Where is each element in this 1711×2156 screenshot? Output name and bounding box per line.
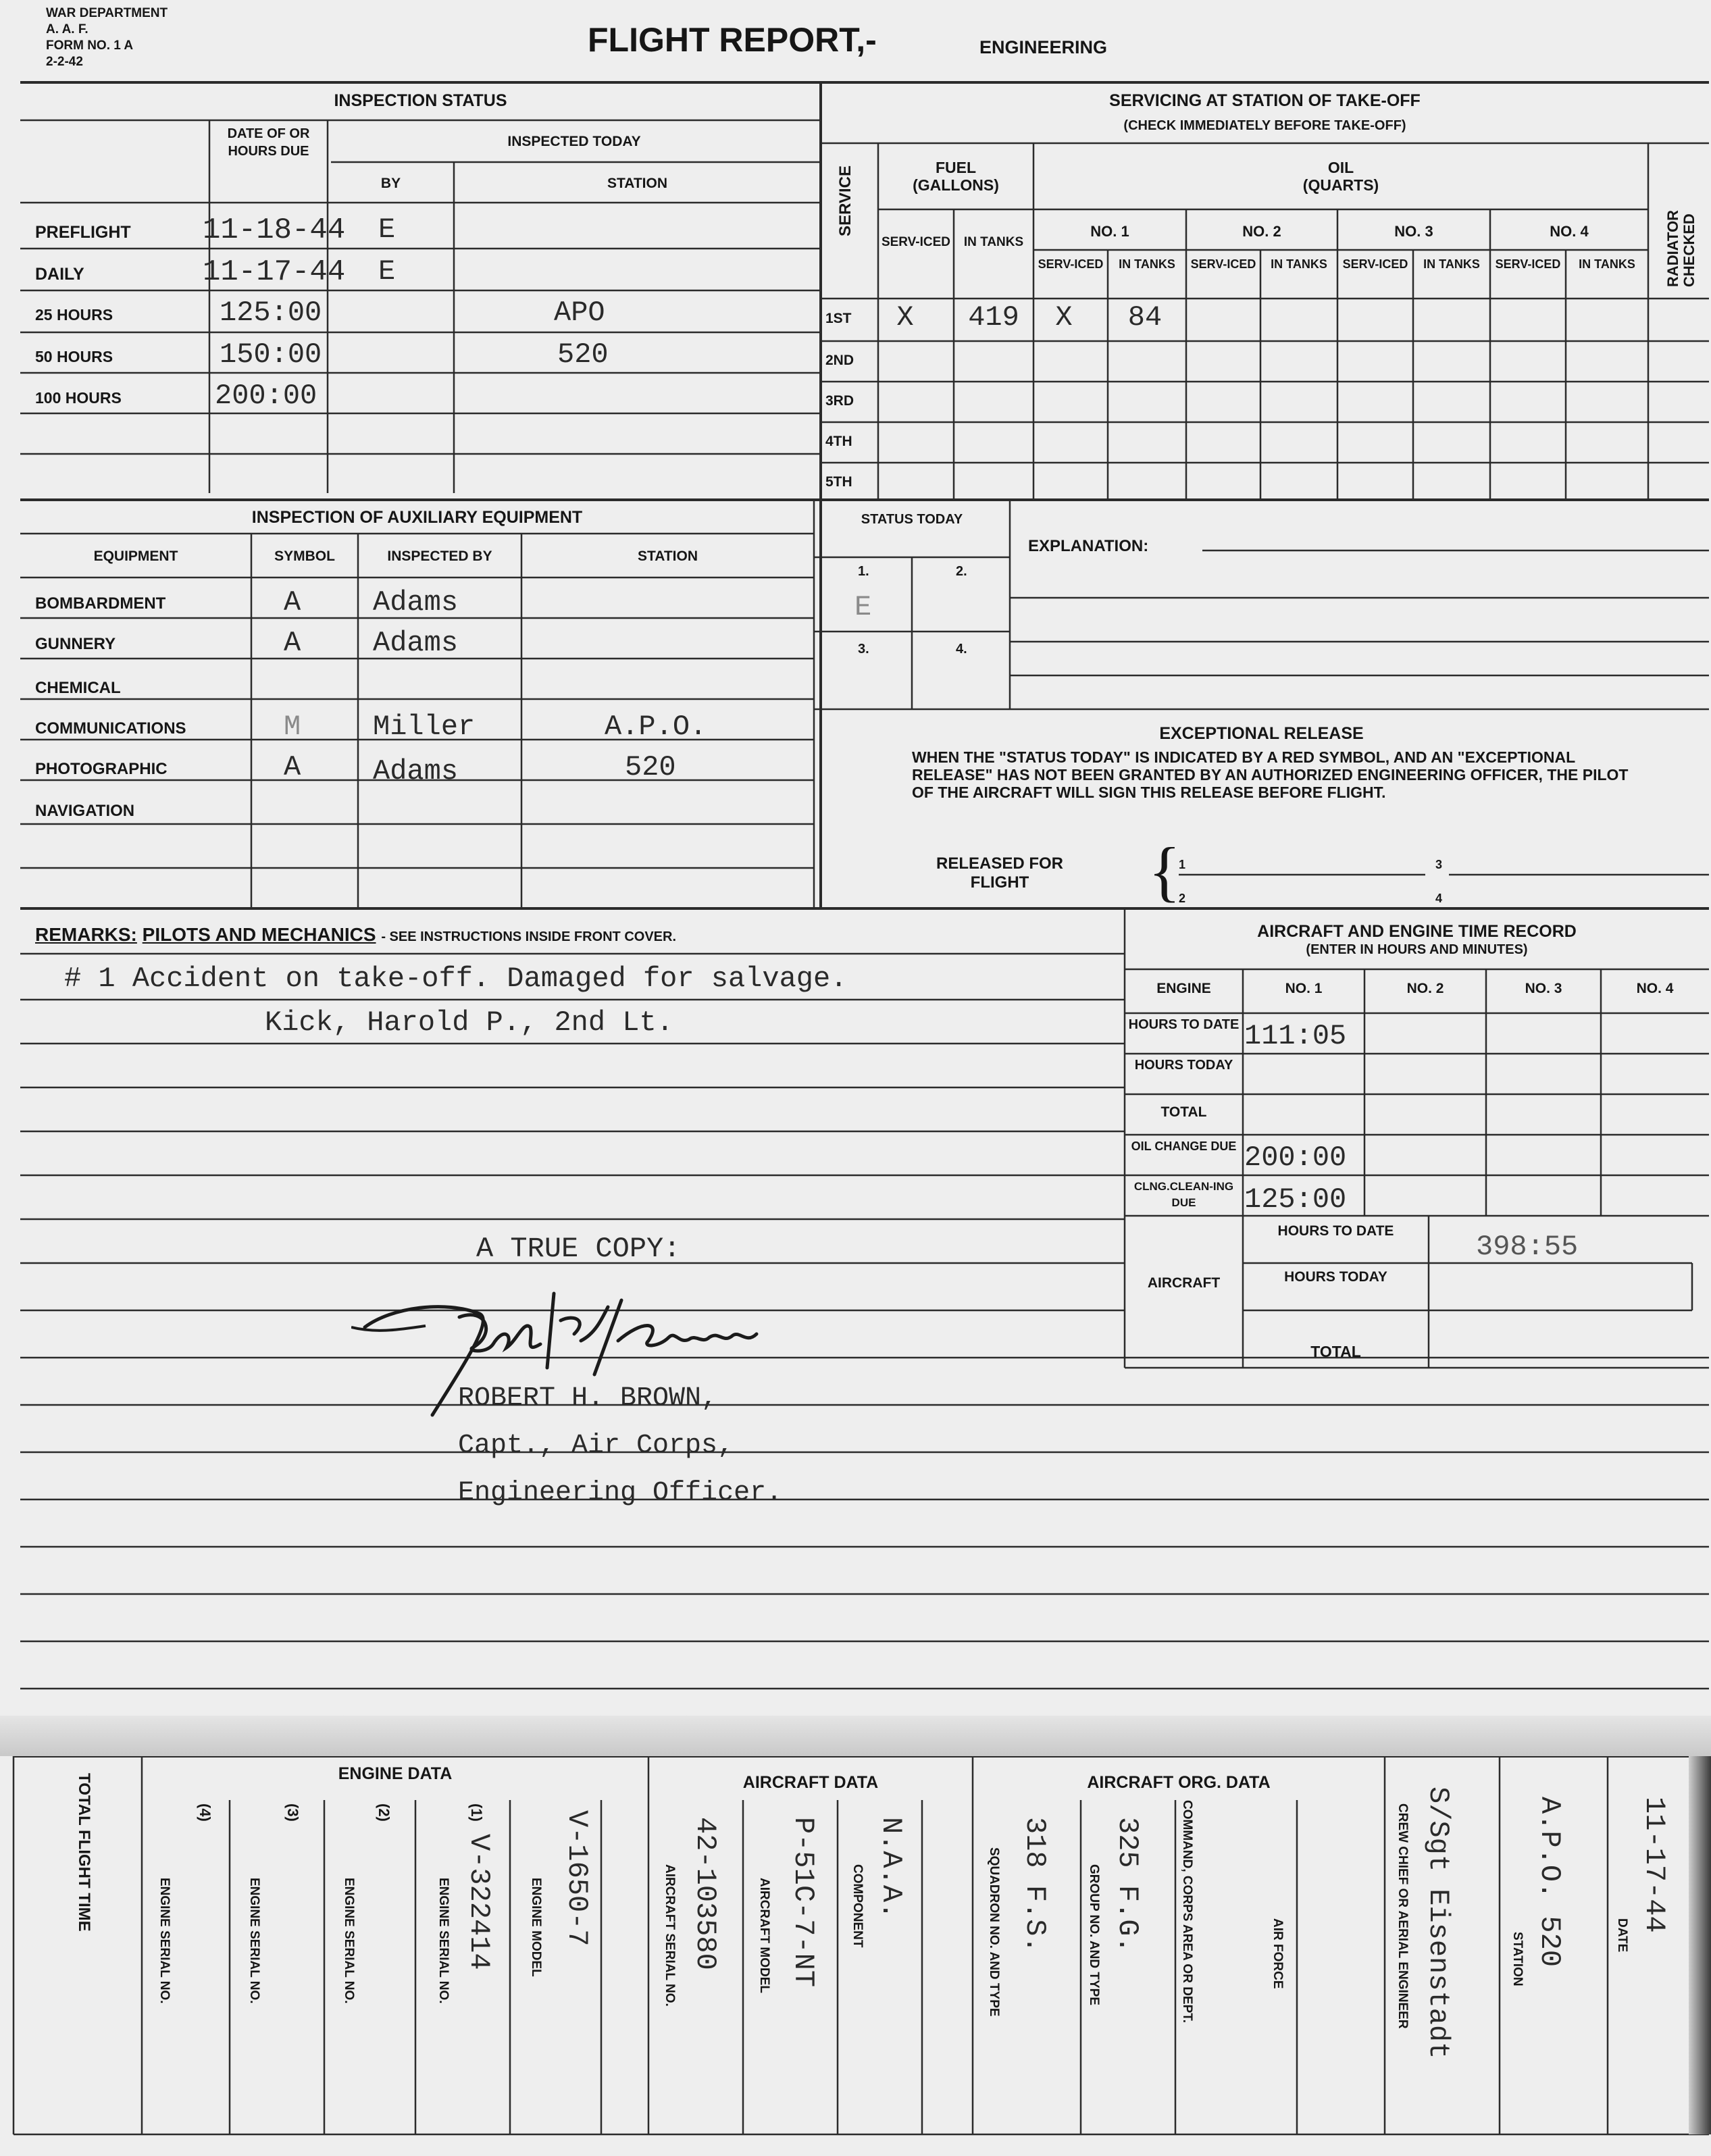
total-flight-time-label: TOTAL FLIGHT TIME bbox=[75, 1773, 93, 1932]
radiator-checked-label: RADIATOR CHECKED bbox=[1664, 209, 1697, 287]
fuel-serviced-value: X bbox=[896, 301, 914, 334]
row-by: E bbox=[378, 213, 396, 246]
engine-3-num: (3) bbox=[284, 1803, 301, 1822]
remarks-label: REMARKS: bbox=[35, 924, 137, 945]
engine-model-value: V-1650-7 bbox=[561, 1810, 593, 1947]
col-engine-1: NO. 1 bbox=[1285, 981, 1323, 996]
group-label: GROUP NO. AND TYPE bbox=[1087, 1864, 1101, 2006]
aircraft-org-heading: AIRCRAFT ORG. DATA bbox=[1087, 1773, 1271, 1792]
engine1-oil-change-due: 200:00 bbox=[1244, 1141, 1347, 1174]
aircraft-model-value: P-51C-7-NT bbox=[787, 1817, 819, 1988]
explanation-label: EXPLANATION: bbox=[1028, 537, 1149, 555]
aux-row-chemical: CHEMICAL bbox=[35, 679, 121, 697]
engine-1-serial-value: V-322414 bbox=[463, 1834, 495, 1970]
oil1-in-tanks-header: IN TANKS bbox=[1119, 257, 1175, 271]
oil-no3-header: NO. 3 bbox=[1394, 223, 1433, 240]
row-label: DAILY bbox=[35, 265, 84, 284]
remark-line-1: # 1 Accident on take-off. Damaged for salvage. bbox=[64, 962, 848, 995]
row-label: PREFLIGHT bbox=[35, 223, 131, 242]
row-by: E bbox=[378, 255, 396, 288]
scan-edge-shadow bbox=[1689, 1756, 1711, 2134]
engine-4-serial-label: ENGINE SERIAL NO. bbox=[157, 1878, 172, 2004]
fuel-header bbox=[878, 159, 1033, 194]
aux-symbol: A bbox=[284, 586, 301, 619]
service-row-2nd: 2ND bbox=[825, 353, 854, 368]
oil-label: OIL bbox=[1327, 159, 1354, 176]
aux-row-bombardment: BOMBARDMENT bbox=[35, 594, 166, 613]
oil-unit: (QUARTS) bbox=[1302, 176, 1379, 194]
engine-data-heading: ENGINE DATA bbox=[338, 1764, 453, 1783]
status-cell-1: 1. bbox=[858, 564, 869, 579]
oil-no2-header: NO. 2 bbox=[1242, 223, 1281, 240]
row-station: 520 bbox=[557, 338, 609, 371]
engine-4-num: (4) bbox=[197, 1803, 213, 1822]
row-date: 200:00 bbox=[215, 380, 317, 412]
component-value: N.A.A. bbox=[875, 1817, 907, 1920]
row-total: TOTAL bbox=[1160, 1104, 1207, 1120]
oil-header bbox=[1033, 159, 1648, 194]
aircraft-data-heading: AIRCRAFT DATA bbox=[742, 1773, 879, 1792]
engine-model-label: ENGINE MODEL bbox=[529, 1878, 543, 1977]
signer-rank: Capt., Air Corps, bbox=[458, 1431, 734, 1461]
service-row-1st: 1ST bbox=[825, 311, 852, 326]
status-cell-4: 4. bbox=[956, 642, 967, 657]
fuel-label: FUEL bbox=[935, 159, 977, 176]
row-hours-today: HOURS TODAY bbox=[1134, 1058, 1233, 1073]
crew-chief-label: CREW CHIEF OR AERIAL ENGINEER bbox=[1396, 1803, 1410, 2029]
date-value: 11-17-44 bbox=[1638, 1797, 1670, 1933]
status-value-1: E bbox=[854, 591, 872, 623]
aux-symbol: A bbox=[284, 627, 301, 659]
aux-row-communications: COMMUNICATIONS bbox=[35, 719, 186, 738]
oil3-serviced-header: SERV-ICED bbox=[1342, 257, 1408, 271]
aux-row-navigation: NAVIGATION bbox=[35, 802, 135, 820]
remarks-heading bbox=[35, 924, 676, 946]
aux-row-gunnery: GUNNERY bbox=[35, 635, 116, 653]
engine-2-num: (2) bbox=[376, 1803, 392, 1822]
air-force-label: AIR FORCE bbox=[1271, 1918, 1285, 1989]
release-slot-2: 2 bbox=[1179, 892, 1186, 905]
aux-inspected-by: Adams bbox=[373, 755, 459, 788]
department-label: WAR DEPARTMENT bbox=[46, 6, 168, 20]
oil-no4-header: NO. 4 bbox=[1550, 223, 1589, 240]
date-due-header: DATE OF OR HOURS DUE bbox=[227, 126, 310, 159]
fuel-in-tanks-header: IN TANKS bbox=[963, 235, 1024, 249]
row-date: 125:00 bbox=[220, 297, 322, 329]
servicing-heading: SERVICING AT STATION OF TAKE-OFF bbox=[1109, 91, 1421, 110]
exceptional-release-heading: EXCEPTIONAL RELEASE bbox=[1159, 724, 1364, 743]
row-cleaning-due: CLNG.CLEAN-ING DUE bbox=[1133, 1180, 1234, 1209]
service-row-3rd: 3RD bbox=[825, 393, 854, 409]
aux-inspected-by: Adams bbox=[373, 627, 459, 659]
form-id-block bbox=[46, 5, 168, 70]
aux-station: 520 bbox=[625, 751, 676, 784]
aux-inspected-by: Miller bbox=[373, 711, 476, 743]
station-header: STATION bbox=[607, 176, 668, 191]
release-slot-4: 4 bbox=[1435, 892, 1443, 905]
command-label: COMMAND, CORPS AREA OR DEPT. bbox=[1180, 1800, 1194, 2024]
by-header: BY bbox=[380, 176, 401, 191]
page-subtitle: ENGINEERING bbox=[979, 37, 1108, 57]
remark-line-2: Kick, Harold P., 2nd Lt. bbox=[265, 1006, 673, 1039]
form-number: FORM NO. 1 A bbox=[46, 38, 134, 53]
status-cell-3: 3. bbox=[858, 642, 869, 657]
inspected-today-header: INSPECTED TODAY bbox=[507, 134, 641, 149]
aux-col-equipment: EQUIPMENT bbox=[93, 548, 178, 564]
squadron-label: SQUADRON NO. AND TYPE bbox=[987, 1847, 1001, 2017]
aux-symbol: A bbox=[284, 751, 301, 784]
station-label: STATION bbox=[1510, 1932, 1525, 1986]
engine-1-serial-label: ENGINE SERIAL NO. bbox=[436, 1878, 451, 2004]
oil4-in-tanks-header: IN TANKS bbox=[1579, 257, 1635, 271]
engine-2-serial-label: ENGINE SERIAL NO. bbox=[342, 1878, 356, 2004]
aircraft-label: AIRCRAFT bbox=[1147, 1275, 1221, 1291]
aircraft-hours-to-date: HOURS TO DATE bbox=[1277, 1223, 1394, 1239]
aux-col-symbol: SYMBOL bbox=[274, 548, 335, 564]
oil1-serviced-header: SERV-ICED bbox=[1038, 257, 1104, 271]
signer-name: ROBERT H. BROWN, bbox=[458, 1383, 718, 1414]
group-value: 325 F.G. bbox=[1111, 1817, 1144, 1953]
row-station: APO bbox=[554, 297, 605, 329]
aaf-label: A. A. F. bbox=[46, 22, 88, 36]
row-date: 150:00 bbox=[220, 338, 322, 371]
row-hours-to-date: HOURS TO DATE bbox=[1128, 1017, 1240, 1032]
fold-shadow bbox=[0, 1716, 1711, 1756]
aircraft-serial-label: AIRCRAFT SERIAL NO. bbox=[663, 1864, 677, 2007]
squadron-value: 318 F.S. bbox=[1019, 1817, 1051, 1953]
oil3-in-tanks-header: IN TANKS bbox=[1423, 257, 1480, 271]
exceptional-release-text: WHEN THE "STATUS TODAY" IS INDICATED BY A RED SYMBOL, AND AN "EXCEPTIONAL RELEASE" HAS NOT BEEN GRANTED BY AN AUTHORIZED ENGINEERING OFFICER, THE PILOT OF THE AIRCRAFT WILL SIGN THIS RELEASE BEFORE FLIGHT. bbox=[912, 748, 1629, 801]
station-value: A.P.O. 520 bbox=[1533, 1797, 1566, 1968]
fuel-serviced-header: SERV-ICED bbox=[881, 235, 951, 249]
service-vertical-label: SERVICE bbox=[836, 165, 854, 236]
col-engine: ENGINE bbox=[1156, 981, 1211, 996]
aircraft-hours-to-date-value: 398:55 bbox=[1476, 1231, 1579, 1263]
row-label: 25 HOURS bbox=[35, 306, 113, 324]
form-date: 2-2-42 bbox=[46, 55, 83, 69]
true-copy-label: A TRUE COPY: bbox=[476, 1233, 681, 1265]
time-record-subheading: (ENTER IN HOURS AND MINUTES) bbox=[1306, 942, 1528, 957]
aircraft-serial-value: 42-103580 bbox=[689, 1817, 721, 1970]
oil2-serviced-header: SERV-ICED bbox=[1190, 257, 1256, 271]
time-record-heading: AIRCRAFT AND ENGINE TIME RECORD bbox=[1257, 922, 1577, 941]
engine-3-serial-label: ENGINE SERIAL NO. bbox=[247, 1878, 261, 2004]
engine1-hours-to-date: 111:05 bbox=[1244, 1020, 1347, 1052]
col-engine-3: NO. 3 bbox=[1525, 981, 1562, 996]
service-row-4th: 4TH bbox=[825, 434, 852, 449]
servicing-subheading: (CHECK IMMEDIATELY BEFORE TAKE-OFF) bbox=[1123, 118, 1406, 133]
crew-chief-value: S/Sgt Eisenstadt bbox=[1422, 1787, 1454, 2059]
row-label: 50 HOURS bbox=[35, 348, 113, 365]
aircraft-total: TOTAL bbox=[1310, 1343, 1361, 1360]
oil2-in-tanks-header: IN TANKS bbox=[1271, 257, 1327, 271]
release-slot-1: 1 bbox=[1179, 858, 1186, 871]
engine1-cleaning-due: 125:00 bbox=[1244, 1183, 1347, 1216]
aircraft-hours-today: HOURS TODAY bbox=[1284, 1269, 1387, 1285]
col-engine-4: NO. 4 bbox=[1636, 981, 1674, 996]
status-today-header: STATUS TODAY bbox=[861, 512, 963, 527]
signer-title: Engineering Officer. bbox=[458, 1478, 783, 1508]
service-row-5th: 5TH bbox=[825, 474, 852, 490]
oil4-serviced-header: SERV-ICED bbox=[1495, 257, 1561, 271]
fuel-in-tanks-value: 419 bbox=[968, 301, 1019, 334]
aux-col-station: STATION bbox=[637, 548, 698, 564]
oil1-in-tanks-value: 84 bbox=[1127, 301, 1163, 334]
released-for-flight-label: RELEASED FOR FLIGHT bbox=[936, 854, 1063, 892]
fuel-unit: (GALLONS) bbox=[913, 176, 999, 194]
oil-no1-header: NO. 1 bbox=[1090, 223, 1129, 240]
aircraft-model-label: AIRCRAFT MODEL bbox=[757, 1878, 771, 1993]
row-date: 11-17-44 bbox=[203, 255, 346, 289]
col-engine-2: NO. 2 bbox=[1406, 981, 1444, 996]
date-label: DATE bbox=[1615, 1918, 1629, 1953]
aux-equipment-heading: INSPECTION OF AUXILIARY EQUIPMENT bbox=[251, 508, 583, 527]
row-date: 11-18-44 bbox=[203, 213, 346, 247]
aux-station: A.P.O. bbox=[605, 711, 707, 743]
engine-1-num: (1) bbox=[468, 1803, 485, 1822]
status-cell-2: 2. bbox=[956, 564, 967, 579]
aux-row-photographic: PHOTOGRAPHIC bbox=[35, 760, 168, 778]
brace-symbol: { bbox=[1148, 833, 1181, 908]
row-oil-change-due: OIL CHANGE DUE bbox=[1131, 1139, 1237, 1153]
release-slot-3: 3 bbox=[1435, 858, 1443, 871]
aux-col-inspected-by: INSPECTED BY bbox=[387, 548, 492, 564]
remarks-label2: PILOTS AND MECHANICS bbox=[142, 924, 376, 945]
component-label: COMPONENT bbox=[850, 1864, 865, 1948]
aux-inspected-by: Adams bbox=[373, 586, 459, 619]
oil1-serviced-value: X bbox=[1055, 301, 1073, 334]
inspection-status-heading: INSPECTION STATUS bbox=[334, 91, 507, 110]
row-label: 100 HOURS bbox=[35, 389, 122, 407]
page-title: FLIGHT REPORT,- bbox=[588, 21, 877, 59]
aux-symbol: M bbox=[284, 711, 301, 743]
remarks-instruction: - SEE INSTRUCTIONS INSIDE FRONT COVER. bbox=[381, 929, 677, 944]
